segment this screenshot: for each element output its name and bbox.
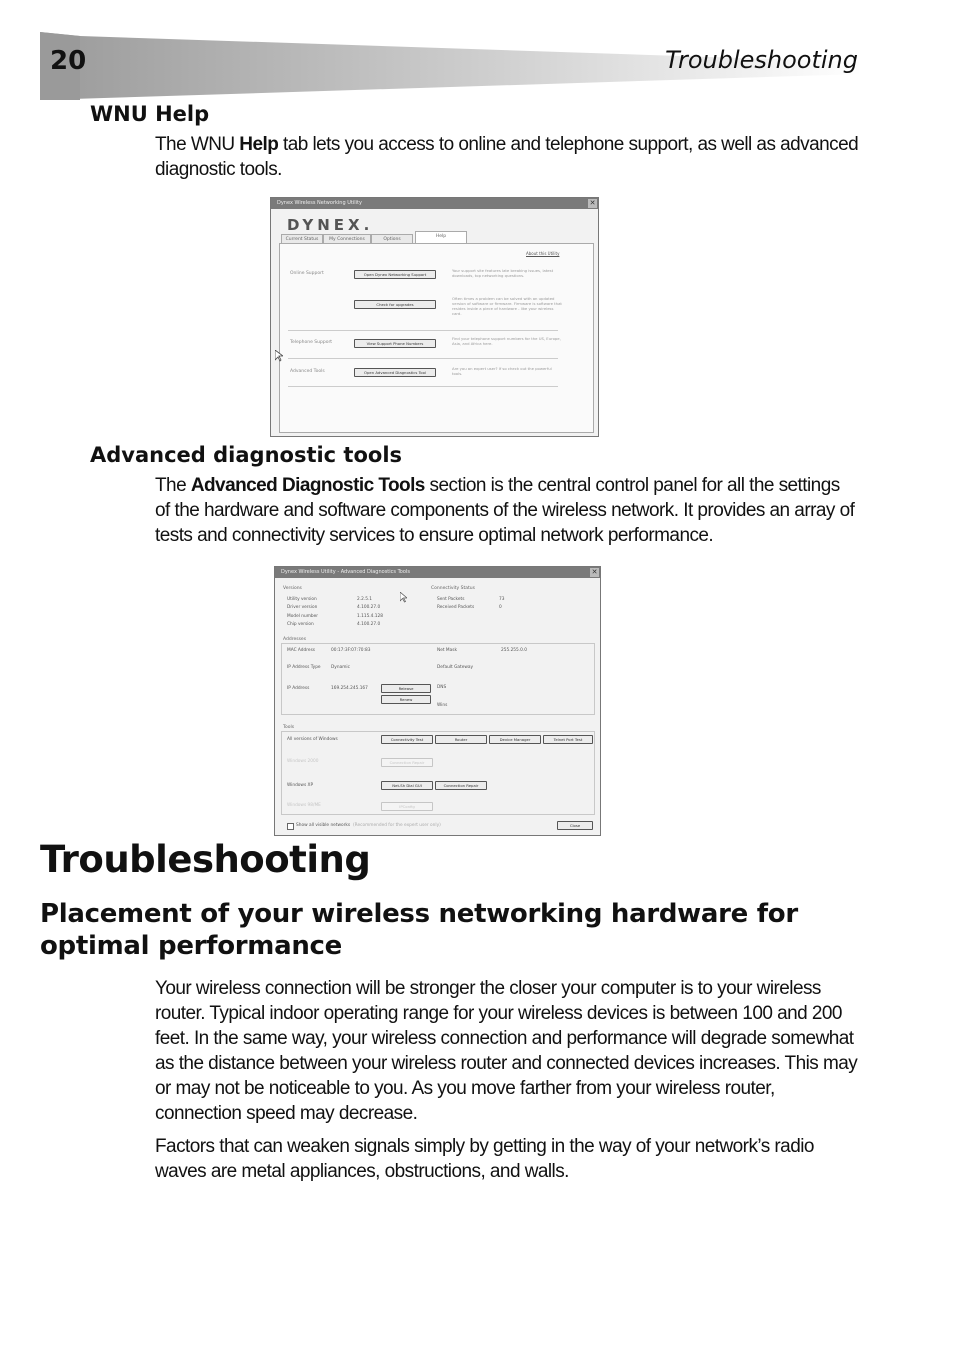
advanced-tools-heading: Advanced diagnostic tools [90, 443, 403, 467]
addresses-group-label: Addresses [283, 637, 307, 642]
tab-help[interactable]: Help [415, 231, 467, 244]
tab-my-connections[interactable]: My Connections [323, 234, 371, 244]
windows-2000-label: Windows 2000 [287, 759, 319, 764]
tab-options[interactable]: Options [371, 234, 413, 244]
show-all-networks-label: Show all visible networks [296, 823, 351, 828]
driver-version-value: 4.100.27.0 [357, 605, 381, 610]
chip-version-label: Chip version [287, 622, 314, 627]
tab-current-status[interactable]: Current Status [281, 234, 323, 244]
placement-paragraph-1: Your wireless connection will be stronger the closer your computer is to your wireless router. Typical indoor operating range for your wireless devices is between 100 and 200 feet. In the same way, your wireless connection and performance will degrade somewhat as the distance between your wireless router and connected devices increases. This may or may not be noticeable to you. As you move farther from your wireless router, connection speed may decrease. [155, 978, 858, 1124]
check-upgrades-button[interactable]: Check for upgrades [354, 300, 436, 309]
wnu-help-screenshot [270, 197, 599, 437]
received-packets-value: 0 [499, 605, 502, 610]
ip-address-value: 169.254.245.167 [331, 686, 368, 691]
view-phone-numbers-button[interactable]: View Support Phone Numbers [354, 339, 436, 348]
telnet-port-test-button[interactable]: Telnet Port Test [543, 735, 593, 744]
windows-xp-label: Windows XP [287, 783, 314, 788]
tools-group-label: Tools [283, 725, 295, 730]
advanced-diagnostics-screenshot [274, 566, 601, 836]
page-number: 20 [50, 46, 87, 76]
ip-type-label: IP Address Type [287, 665, 321, 670]
window-titlebar [275, 567, 600, 578]
wnu-help-heading: WNU Help [90, 102, 210, 126]
divider [288, 358, 558, 359]
utility-version-label: Utility version [287, 597, 317, 602]
sent-packets-value: 73 [499, 597, 505, 602]
driver-version-label: Driver version [287, 605, 318, 610]
ip-type-value: Dynamic [331, 665, 350, 670]
running-section-title: Troubleshooting [665, 46, 858, 74]
received-packets-label: Received Packets [437, 605, 475, 610]
window-title: Dynex Wireless Networking Utility [277, 200, 362, 206]
ip-address-label: IP Address [287, 686, 310, 691]
window-titlebar [271, 198, 598, 209]
versions-group-label: Versions [283, 586, 302, 591]
placement-paragraph-2: Factors that can weaken signals simply by getting in the way of your network’s radio waves are metal appliances, obstructions, and walls. [155, 1136, 814, 1182]
advanced-tools-label: Advanced Tools [290, 369, 325, 374]
troubleshooting-title: Troubleshooting [40, 838, 371, 881]
help-panel [279, 243, 594, 433]
windows-98-label: Windows 98/ME [287, 803, 321, 808]
chip-version-value: 4.100.27.0 [357, 622, 381, 627]
about-utility-link[interactable]: About this Utility [526, 251, 560, 256]
renew-button[interactable]: Renew [381, 695, 431, 704]
online-support-label: Online Support [290, 271, 324, 276]
mac-address-label: MAC Address [287, 648, 316, 653]
connectivity-test-button[interactable]: Connectivity Test [381, 735, 433, 744]
dynex-logo: DYNEX. [287, 216, 374, 234]
close-button[interactable]: Close [557, 821, 593, 830]
mac-address-value: 00:17:3F:07:70:83 [331, 648, 371, 653]
page-header [40, 32, 862, 100]
connection-repair-button[interactable]: Connection Repair [435, 781, 487, 790]
divider [288, 330, 558, 331]
wnu-help-paragraph: The WNU Help tab lets you access to online and telephone support, as well as advanced diagnostic tools. [155, 134, 859, 180]
default-gateway-label: Default Gateway [437, 665, 474, 670]
ipconfig-disabled-button[interactable]: IPConfig [381, 802, 433, 811]
telephone-support-desc: Find your telephone support numbers for the US, Europe, Asia, and Africa here. [452, 336, 561, 346]
net-mask-value: 255.255.0.0 [501, 648, 527, 653]
mouse-cursor-icon [400, 592, 407, 603]
window-title: Dynex Wireless Utility - Advanced Diagnostics Tools [281, 569, 410, 575]
connection-repair-disabled-button[interactable]: Connection Repair [381, 758, 433, 767]
open-networking-support-button[interactable]: Open Dynex Networking Support [354, 270, 436, 279]
mouse-cursor-icon [275, 350, 283, 362]
router-button[interactable]: Router [435, 735, 487, 744]
divider [288, 386, 558, 387]
placement-subtitle: Placement of your wireless networking hardware for optimal performance [40, 899, 798, 961]
device-manager-button[interactable]: Device Manager [489, 735, 541, 744]
close-icon[interactable]: ✕ [589, 199, 596, 207]
model-number-label: Model number [287, 614, 319, 619]
open-advanced-tool-button[interactable]: Open Advanced Diagnostics Tool [354, 368, 436, 377]
release-button[interactable]: Release [381, 684, 431, 693]
netsh-dial-gui-button[interactable]: Net-Sh Dial GUI [381, 781, 433, 790]
advanced-tools-paragraph: The Advanced Diagnostic Tools section is the central control panel for all the settings of the hardware and software components of the wireless network. It provides an array of tests and connectivity services to ensure optimal network performance. [155, 475, 855, 546]
model-number-value: 1.115.4.128 [357, 614, 383, 619]
show-all-networks-note: (Recommended for the expert user only) [353, 823, 441, 828]
wins-label: Wins [437, 703, 448, 708]
sent-packets-label: Sent Packets [437, 597, 465, 602]
online-support-desc: Your support site features late breaking issues, latest downloads, top networking questions. [452, 268, 554, 278]
close-icon[interactable]: ✕ [591, 568, 598, 576]
all-windows-label: All versions of Windows [287, 737, 338, 742]
net-mask-label: Net Mask [437, 648, 457, 653]
show-all-networks-checkbox[interactable] [287, 823, 294, 830]
telephone-support-label: Telephone Support [290, 340, 333, 345]
advanced-tools-desc: Are you an expert user? If so check out the powerful tools. [452, 366, 552, 376]
utility-version-value: 2.2.5.1 [357, 597, 373, 602]
dns-label: DNS [437, 685, 447, 690]
check-upgrades-desc: Often times a problem can be solved with an updated version of software or firmware. Firmware is software that resides inside a piece of hardware - like your wireless card. [452, 296, 562, 316]
connectivity-group-label: Connectivity Status [431, 586, 475, 591]
